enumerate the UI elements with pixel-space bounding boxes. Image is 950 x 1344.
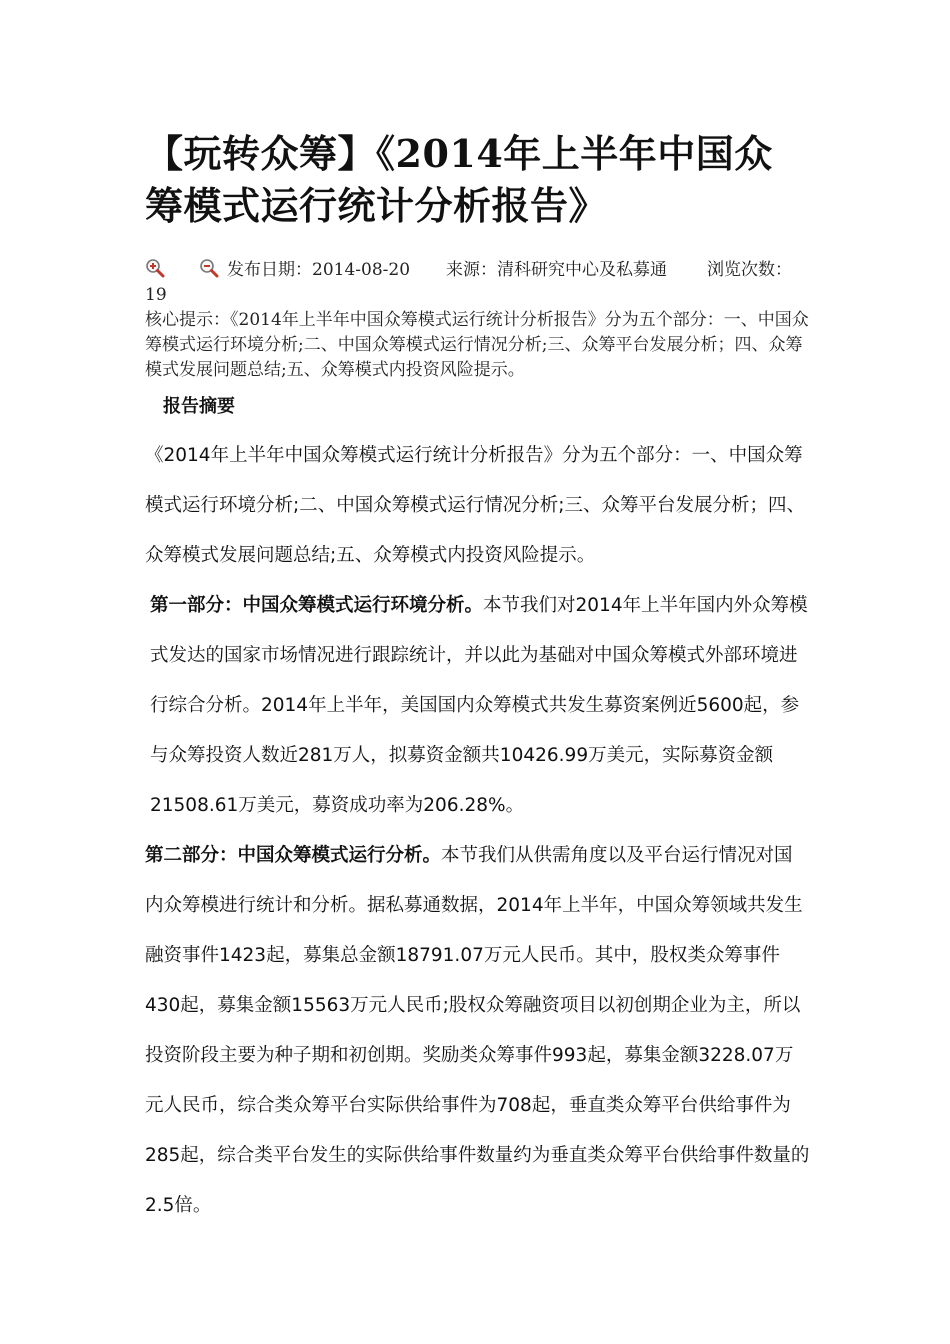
- part1-heading: 第一部分：中国众筹模式运行环境分析。: [150, 595, 484, 616]
- part1-text: 本节我们对2014年上半年国内外众筹模式发达的国家市场情况进行跟踪统计，并以此为基础对中国众筹模式外部环境进行综合分析。2014年上半年，美国国内众筹模式共发生募资案例近5600起，参与众筹投资人数近281万人，拟募资金额共10426.99万美元，实际募资金额21508.61万美元，募资成功率为206.28%。: [150, 595, 808, 816]
- article-source: 来源：清科研究中心及私募通: [446, 260, 668, 280]
- publish-date: 发布日期：2014-08-20: [227, 260, 411, 280]
- intro-paragraph: 《2014年上半年中国众筹模式运行统计分析报告》分为五个部分：一、中国众筹模式运行环境分析;二、中国众筹模式运行情况分析;三、众筹平台发展分析；四、众筹模式发展问题总结;五、众筹模式内投资风险提示。: [145, 445, 805, 566]
- article: [145, 128, 810, 1231]
- part2-text: 本节我们从供需角度以及平台运行情况对国内众筹模进行统计和分析。据私募通数据，2014年上半年，中国众筹领域共发生融资事件1423起，募集总金额18791.07万元人民币。其中，股权类众筹事件430起，募集金额15563万元人民币;股权众筹融资项目以初创期企业为主，所以投资阶段主要为种子期和初创期。奖励类众筹事件993起，募集金额3228.07万元人民币，综合类众筹平台实际供给事件为708起，垂直类众筹平台供给事件为285起，综合类平台发生的实际供给事件数量约为垂直类众筹平台供给事件数量的2.5倍。: [145, 845, 810, 1216]
- view-count: 浏览次数：19: [145, 260, 793, 305]
- zoom-out-icon[interactable]: [199, 258, 221, 278]
- zoom-in-icon[interactable]: [145, 258, 167, 278]
- article-meta: [145, 258, 810, 383]
- part2-paragraph: [145, 831, 810, 1231]
- article-title: 【玩转众筹】《2014年上半年中国众筹模式运行统计分析报告》: [145, 131, 773, 228]
- core-tip: 核心提示：《2014年上半年中国众筹模式运行统计分析报告》分为五个部分：一、中国众筹模式运行环境分析;二、中国众筹模式运行情况分析;三、众筹平台发展分析；四、众筹模式发展问题总结;五、众筹模式内投资风险提示。: [145, 310, 809, 380]
- summary-heading: 报告摘要: [163, 396, 235, 417]
- part2-heading: 第二部分：中国众筹模式运行分析。: [145, 845, 442, 866]
- part1-paragraph: [145, 581, 810, 831]
